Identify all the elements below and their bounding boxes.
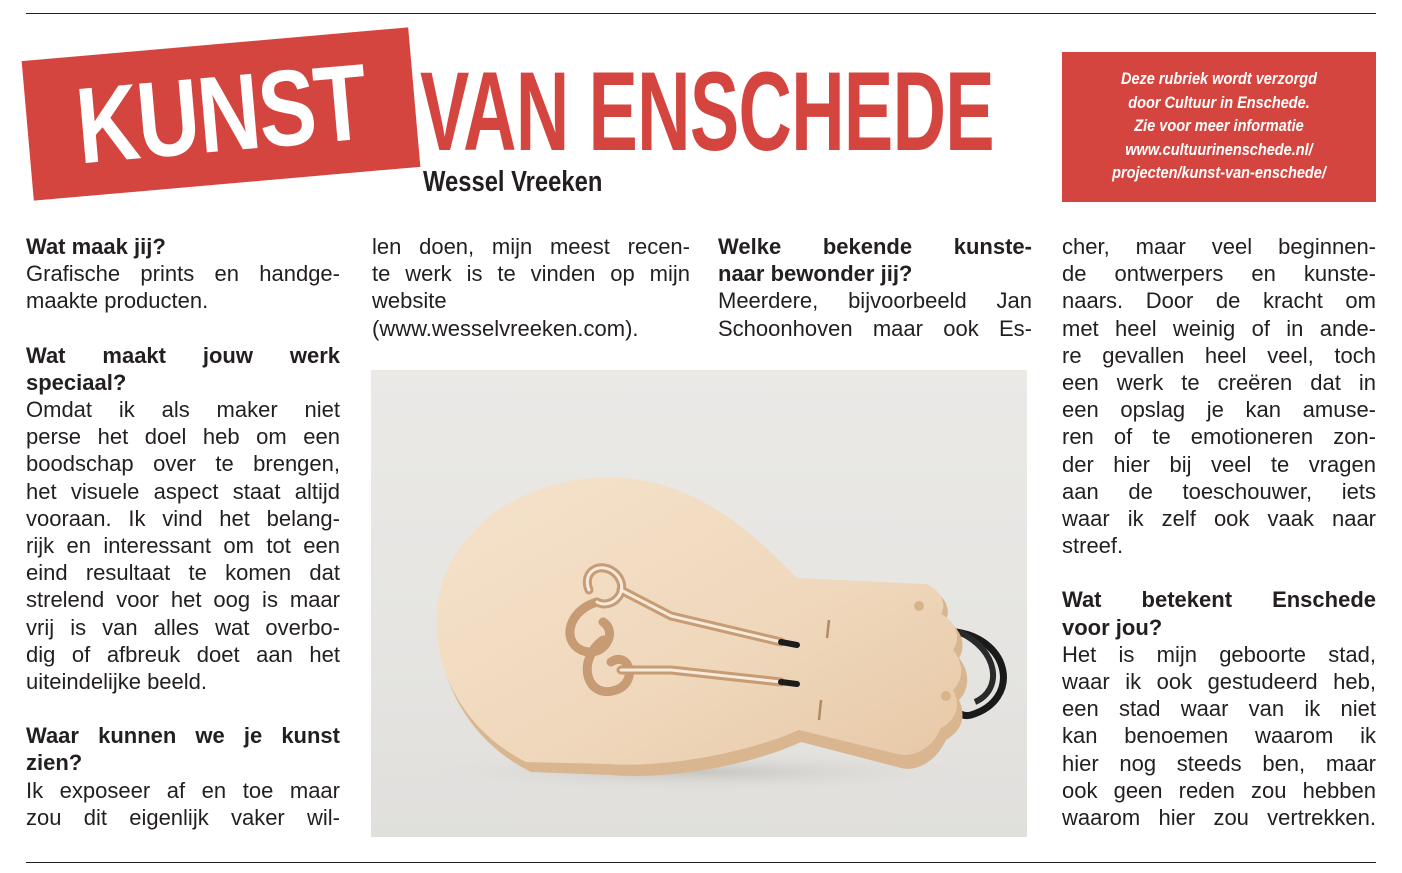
answer-text bbox=[26, 396, 340, 695]
column-2 bbox=[372, 233, 690, 342]
question-heading bbox=[1062, 586, 1376, 640]
text-line: zien? bbox=[26, 750, 83, 776]
text-line: ook geen reden zou hebben bbox=[1062, 777, 1376, 803]
info-url-line: projecten/kunst-van-enschede/ bbox=[1112, 164, 1326, 183]
author-name: Wessel Vreeken bbox=[423, 166, 603, 198]
text-line: cher, maar veel beginnen- bbox=[1062, 234, 1376, 259]
text-line: Omdat ik als maker niet bbox=[26, 397, 340, 423]
text-line: het visuele aspect staat altijd bbox=[26, 478, 340, 504]
answer-text bbox=[1062, 641, 1376, 831]
text-line: boodschap over te brengen, bbox=[26, 451, 340, 477]
info-url-line: www.cultuurinenschede.nl/ bbox=[1125, 140, 1313, 159]
answer-text bbox=[718, 287, 1032, 341]
text-line: uiteindelijke beeld. bbox=[26, 669, 208, 695]
text-line: hier nog steeds ben, maar bbox=[1062, 750, 1376, 776]
text-line: te werk is te vinden op mijn bbox=[372, 261, 690, 287]
answer-text bbox=[1062, 233, 1376, 559]
column-3 bbox=[718, 233, 1032, 342]
text-line: Welke bekende kunste- bbox=[718, 234, 1032, 259]
info-line: Deze rubriek wordt verzorgd bbox=[1120, 70, 1318, 89]
text-line: Grafische prints en handge- bbox=[26, 261, 340, 287]
bottom-rule bbox=[26, 862, 1376, 863]
text-line: Het is mijn geboorte stad, bbox=[1062, 641, 1376, 667]
text-line: der hier bij veel te vragen bbox=[1062, 451, 1376, 477]
text-line: speciaal? bbox=[26, 369, 127, 395]
info-box bbox=[1062, 52, 1376, 202]
text-line: Ik exposeer af en toe maar bbox=[26, 777, 340, 803]
website-link-text: (www.wesselvreeken.com). bbox=[372, 315, 639, 341]
kunst-banner bbox=[22, 27, 421, 200]
answer-text bbox=[26, 260, 340, 314]
text-line: perse het doel heb om een bbox=[26, 424, 340, 450]
info-line: Zie voor meer informatie bbox=[1134, 117, 1304, 136]
text-line: Schoonhoven maar ook Es- bbox=[718, 315, 1032, 341]
text-line: Wat maakt jouw werk bbox=[26, 342, 340, 368]
text-line: de ontwerpers en kunste- bbox=[1062, 261, 1376, 287]
text-line: streef. bbox=[1062, 533, 1124, 559]
column-1 bbox=[26, 233, 340, 831]
text-line: naars. Door de kracht om bbox=[1062, 288, 1376, 314]
column-4 bbox=[1062, 233, 1376, 831]
text-line: len doen, mijn meest recen- bbox=[372, 234, 690, 259]
question-heading: Wat maak jij? bbox=[26, 234, 166, 259]
van-enschede-title: VAN ENSCHEDE bbox=[420, 49, 994, 174]
question-heading bbox=[26, 722, 340, 776]
text-line: Meerdere, bijvoorbeeld Jan bbox=[718, 288, 1032, 314]
text-line: kan benoemen waarom ik bbox=[1062, 723, 1376, 749]
text-line: vrij is van alles wat overbo- bbox=[26, 614, 340, 640]
text-line: maakte producten. bbox=[26, 288, 209, 314]
top-rule bbox=[26, 13, 1376, 14]
text-line: vooraan. Ik vind het belang- bbox=[26, 505, 340, 531]
text-line: naar bewonder jij? bbox=[718, 261, 913, 287]
text-line: zou dit eigenlijk vaker wil- bbox=[26, 804, 340, 830]
info-line: door Cultuur in Enschede. bbox=[1128, 93, 1310, 112]
text-line: Waar kunnen we je kunst bbox=[26, 723, 340, 749]
text-line: Wat betekent Enschede bbox=[1062, 587, 1376, 613]
text-line: een stad waar van ik niet bbox=[1062, 696, 1376, 722]
question-heading bbox=[26, 342, 340, 396]
text-line: aan de toeschouwer, iets bbox=[1062, 478, 1376, 504]
kunst-title: KUNST bbox=[71, 40, 371, 187]
text-line: eind resultaat te komen dat bbox=[26, 560, 340, 586]
text-line: ren of te emotioneren zon- bbox=[1062, 424, 1376, 450]
artwork-photo bbox=[371, 370, 1027, 837]
text-line: een opslag je kan amuse- bbox=[1062, 397, 1376, 423]
question-heading bbox=[718, 233, 1032, 287]
wooden-lightbulb-image bbox=[371, 370, 1027, 837]
text-line: website bbox=[372, 288, 447, 314]
text-line: waar ik ook gestudeerd heb, bbox=[1062, 669, 1376, 695]
answer-text bbox=[372, 233, 690, 342]
text-line: met heel weinig of in ande- bbox=[1062, 315, 1376, 341]
text-line: dig of afbreuk doet aan het bbox=[26, 641, 340, 667]
text-line: een werk te creëren dat in bbox=[1062, 370, 1376, 396]
answer-text bbox=[26, 777, 340, 831]
text-line: voor jou? bbox=[1062, 614, 1163, 640]
text-line: rijk en interessant om tot een bbox=[26, 533, 340, 559]
text-line: waarom hier zou vertrekken. bbox=[1062, 805, 1376, 831]
text-line: strelend voor het oog is maar bbox=[26, 587, 340, 613]
text-line: re gevallen heel veel, toch bbox=[1062, 342, 1376, 368]
text-line: waar ik zelf ook vaak naar bbox=[1062, 506, 1376, 532]
